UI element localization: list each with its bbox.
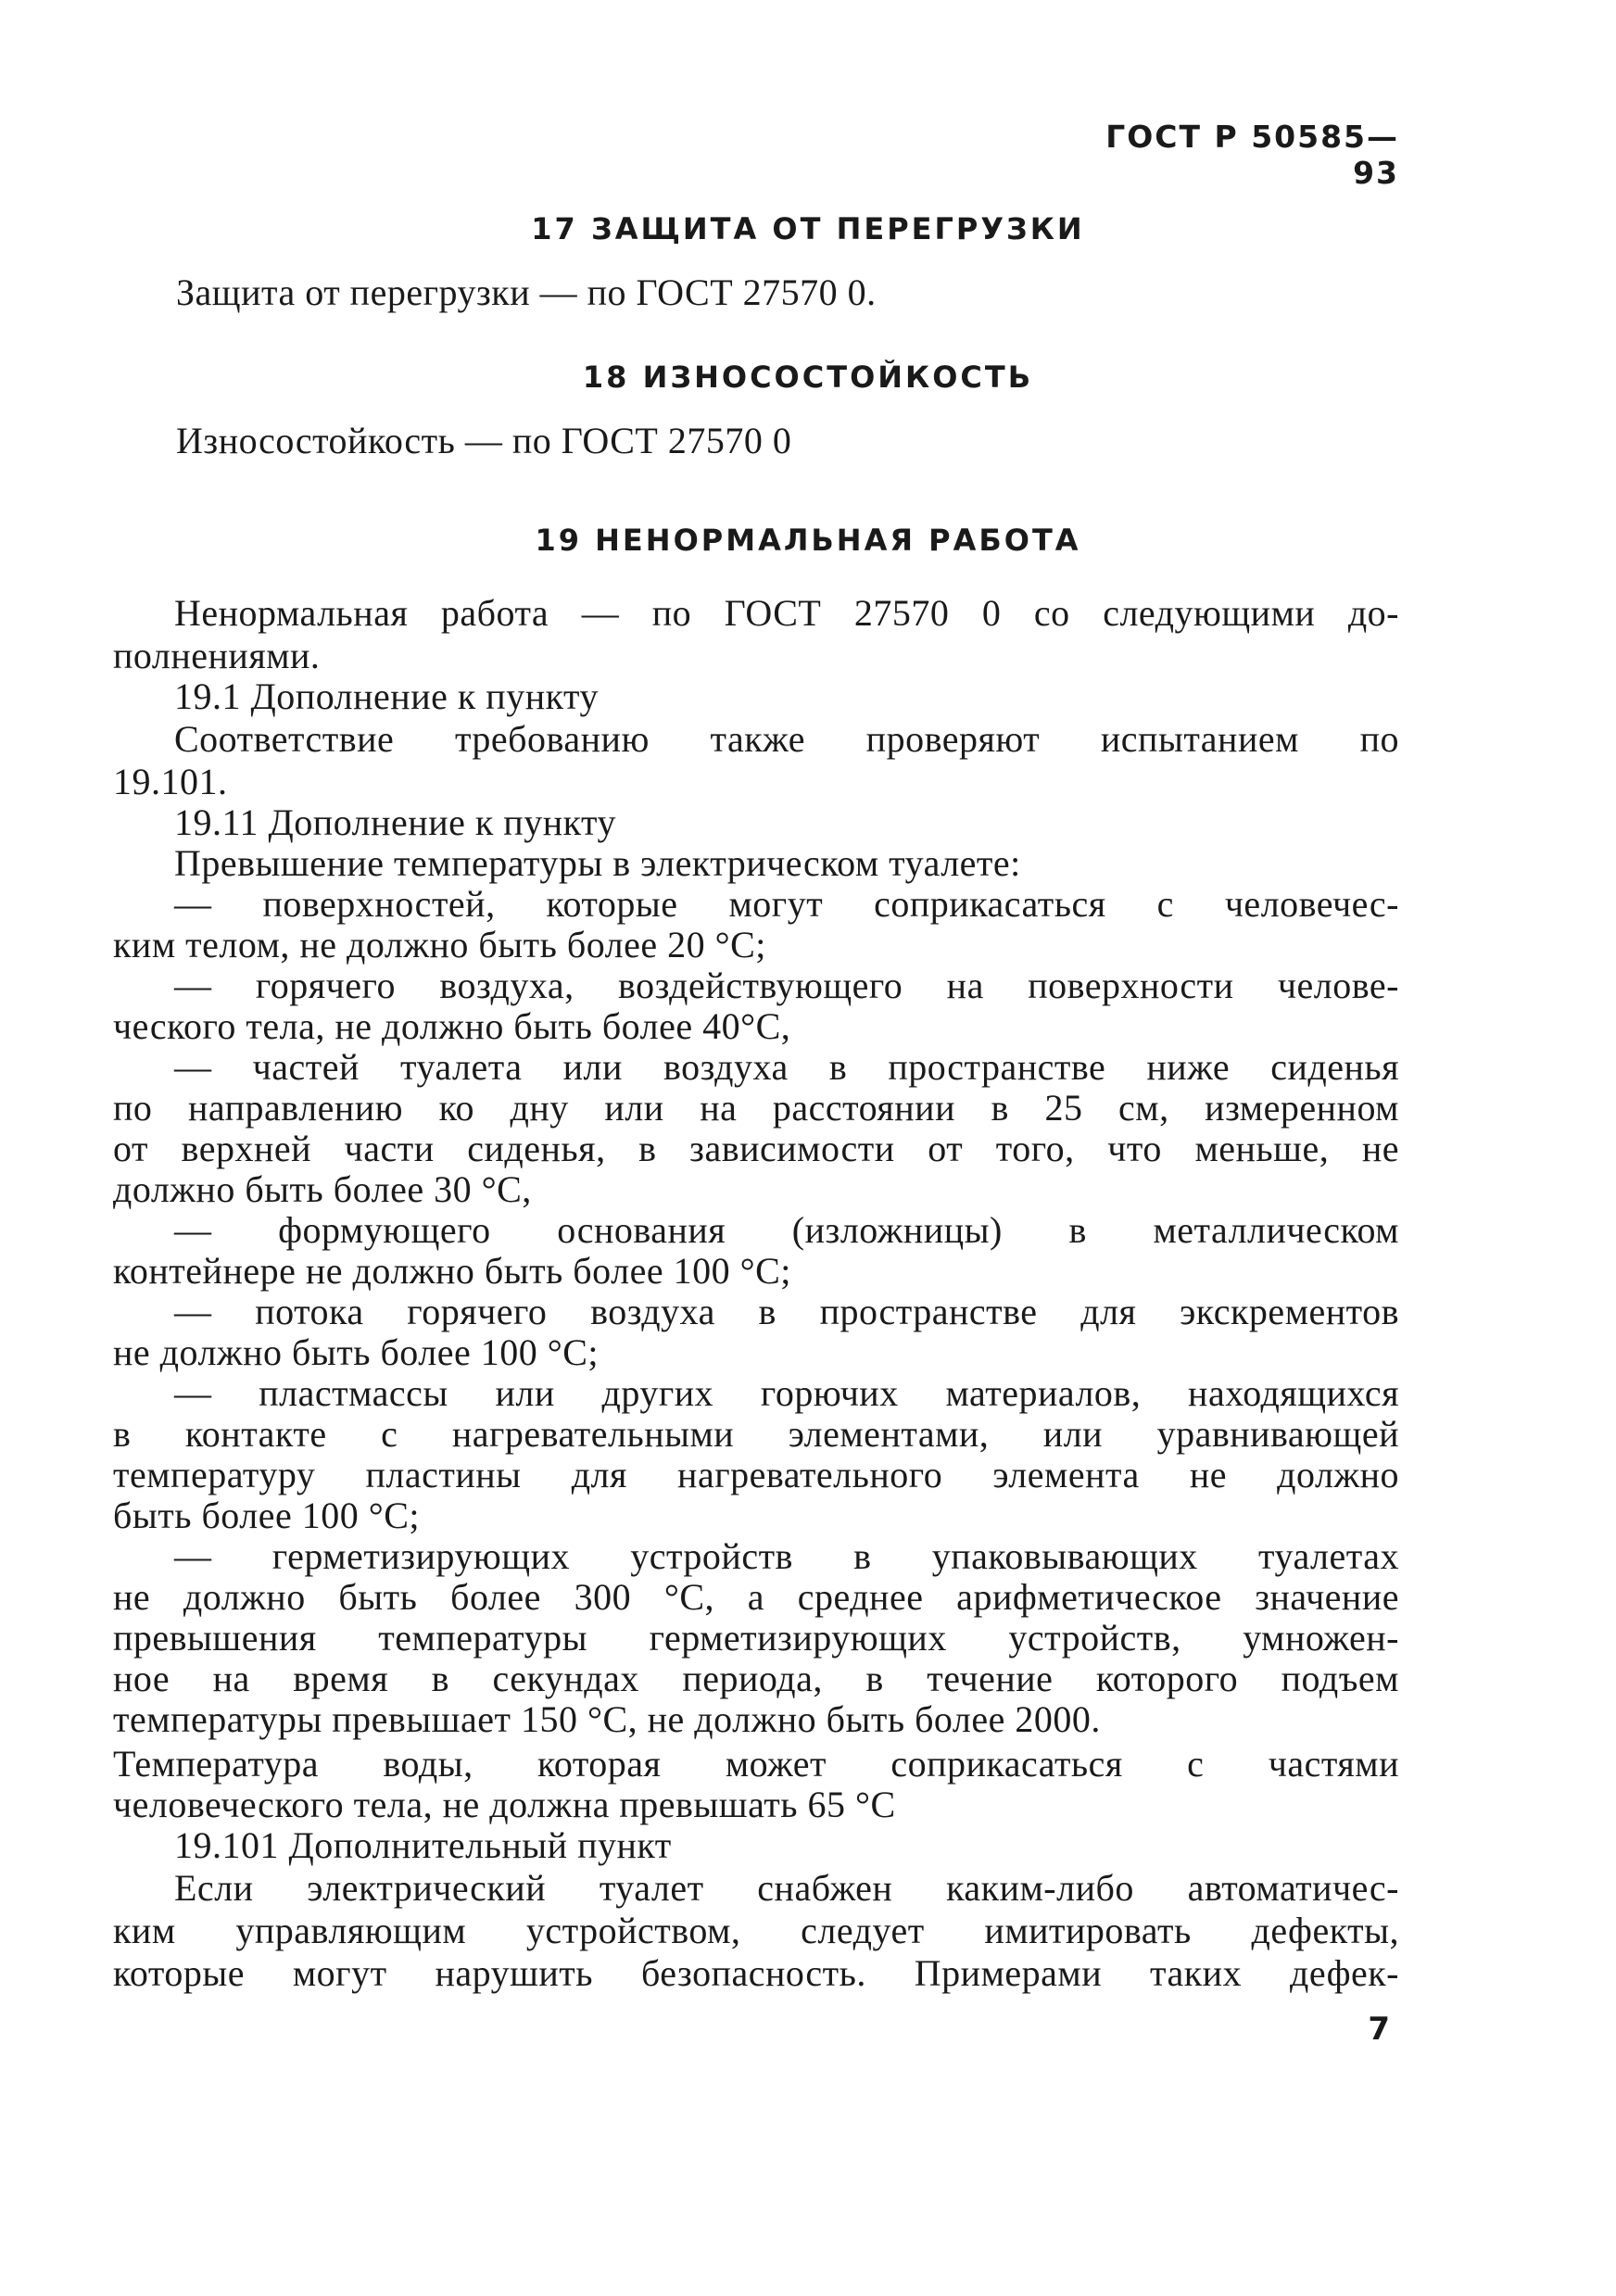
body-line: — потока горячего воздуха в пространстве для экскрементов xyxy=(174,1291,1399,1332)
body-line: 19.101 Дополнительный пункт xyxy=(174,1824,672,1866)
body-line: 19.1 Дополнение к пункту xyxy=(174,675,599,717)
body-line: которые могут нарушить безопасность. Примерами таких дефек- xyxy=(113,1952,1399,1994)
body-line: — частей туалета или воздуха в пространстве ниже сиденья xyxy=(174,1046,1399,1088)
standard-designation: ГОСТ Р 50585—93 xyxy=(1105,119,1399,191)
section-17-heading: 17 ЗАЩИТА ОТ ПЕРЕГРУЗКИ xyxy=(531,211,1085,246)
page-number: 7 xyxy=(1368,2011,1390,2048)
section-19-heading: 19 НЕНОРМАЛЬНАЯ РАБОТА xyxy=(535,523,1081,558)
body-line: — горячего воздуха, воздействующего на поверхности челове- xyxy=(174,965,1399,1006)
body-line: человеческого тела, не должна превышать 65 °С xyxy=(113,1784,896,1825)
body-line: Если электрический туалет снабжен каким-либо автоматичес- xyxy=(174,1867,1399,1909)
body-line: по направлению ко дну или на расстоянии в 25 см, измеренном xyxy=(113,1087,1399,1129)
body-line: — пластмассы или других горючих материалов, находящихся xyxy=(174,1372,1399,1414)
body-line: — формующего основания (изложницы) в металлическом xyxy=(174,1209,1399,1251)
body-line: полнениями. xyxy=(113,635,321,676)
section-18-text: Износостойкость — по ГОСТ 27570 0 xyxy=(176,420,792,461)
body-line: Соответствие требованию также проверяют испытанием по xyxy=(174,718,1399,760)
body-line: 19.11 Дополнение к пункту xyxy=(174,801,616,843)
body-line: ким телом, не должно быть более 20 °С; xyxy=(113,924,766,965)
section-17-text: Защита от перегрузки — по ГОСТ 27570 0. xyxy=(176,271,877,313)
body-line: Температура воды, которая может соприкасаться с частями xyxy=(113,1743,1399,1785)
body-line: не должно быть более 100 °С; xyxy=(113,1331,600,1373)
body-line: быть более 100 °С; xyxy=(113,1495,421,1536)
body-line: — герметизирующих устройств в упаковывающих туалетах xyxy=(174,1535,1399,1577)
body-line: должно быть более 30 °С, xyxy=(113,1168,532,1210)
body-line: температуры превышает 150 °С, не должно быть более 2000. xyxy=(113,1698,1101,1740)
body-line: ким управляющим устройством, следует имитировать дефекты, xyxy=(113,1910,1399,1951)
body-line: 19.101. xyxy=(113,761,228,802)
body-line: ческого тела, не должно быть более 40°С, xyxy=(113,1005,791,1047)
body-line: Ненормальная работа — по ГОСТ 27570 0 со следующими до- xyxy=(174,592,1399,634)
body-line: от верхней части сиденья, в зависимости от того, что меньше, не xyxy=(113,1128,1399,1169)
body-line: не должно быть более 300 °С, а среднее арифметическое значение xyxy=(113,1576,1399,1618)
section-18-heading: 18 ИЗНОСОСТОЙКОСТЬ xyxy=(582,360,1034,395)
body-line: Превышение температуры в электрическом туалете: xyxy=(174,842,1021,884)
body-line: температуру пластины для нагревательного элемента не должно xyxy=(113,1454,1399,1495)
body-line: — поверхностей, которые могут соприкасаться с человечес- xyxy=(174,883,1399,925)
body-line: в контакте с нагревательными элементами, или уравнивающей xyxy=(113,1413,1399,1455)
body-line: контейнере не должно быть более 100 °С; xyxy=(113,1250,791,1292)
body-line: превышения температуры герметизирующих устройств, умножен- xyxy=(113,1617,1399,1659)
body-line: ное на время в секундах периода, в течение которого подъем xyxy=(113,1658,1399,1699)
